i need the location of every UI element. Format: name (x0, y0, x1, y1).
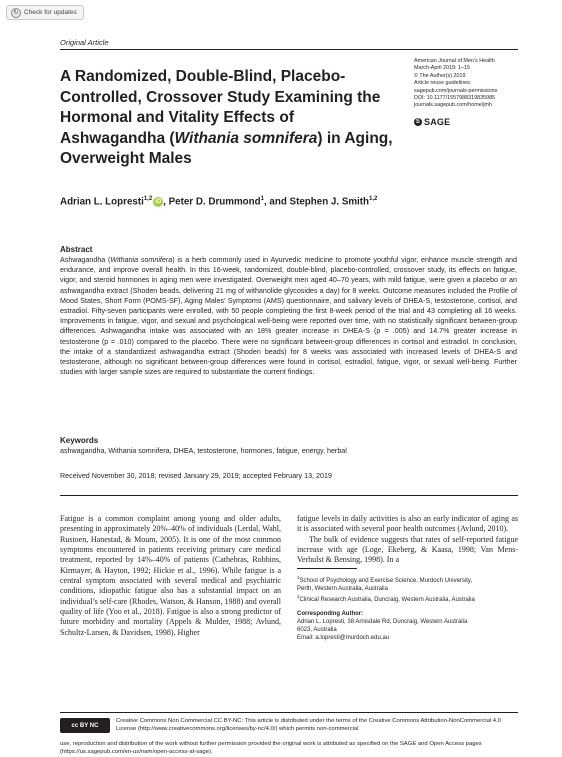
license-text-cont: use, reproduction and distribution of the work without further permission provided the original work is attributed as specified on the SAGE and Open Access pages (https://us.sagepub.com/en-us/nam/open-access-at-sage). (60, 741, 482, 755)
journal-info (414, 58, 529, 110)
header-rule (60, 49, 518, 50)
abstract-text (60, 255, 517, 377)
author-3-affiliation: 1,2 (369, 196, 378, 202)
check-for-updates-label: Check for updates (24, 9, 77, 16)
journal-info-line: March-April 2019: 1–15 (414, 65, 471, 72)
title-part2: ) in Aging, Overweight Males (60, 129, 393, 167)
article-title (60, 67, 400, 170)
author-3: , and Stephen J. Smith (263, 196, 370, 208)
abstract-heading: Abstract (60, 245, 93, 254)
article-type: Original Article (60, 38, 109, 47)
check-for-updates-badge[interactable] (6, 5, 84, 20)
abstract-italic: Withania somnifera (110, 256, 173, 264)
journal-info-line[interactable]: DOI: 10.1177/1557988319835985 (414, 95, 496, 102)
author-2: , Peter D. Drummond (163, 196, 261, 208)
body-column-left: Fatigue is a common complaint among young and older adults, presenting in approximately 20%–40% of individuals (Lerdal, Wahl, Rustoen, Hanestad, & Moum, 2005). It is one of the most common symptoms encountered in patients receiving primary care medical treatment, reported by 14%–40% of patients (Cathebras, Robbins, Kirmayer, & Hayton, 1992; Hickie et al., 1996). While fatigue is a central symptom associated with several medical and psychiatric conditions, idiopathic fatigue also has a substantial impact on an individual’s self-care (Rhodes, Watson, & Hanson, 1988) and overall quality of life (Yoo et al., 2018). Fatigue is also a strong predictor of future morbidity and mortality (Appels & Mulder, 1988; Avlund, Schultz-Larsen, & Davidsen, 1998). Higher (60, 514, 281, 637)
fn-marker: 1 (297, 575, 300, 580)
author-1: Adrian L. Lopresti (60, 196, 144, 208)
publisher-logo (414, 117, 450, 127)
sage-mark-icon: S (415, 119, 421, 125)
body-paragraph: The bulk of evidence suggests that rates of self-reported fatigue increase with age (Loge, Ekeberg, & Kaasa, 1998; Van Mens-Verhulst & Bensing, 1998). In a (297, 534, 518, 565)
affiliation-2: Clinical Research Australia, Duncraig, Western Australia, Australia (299, 597, 475, 603)
received-dates: Received November 30, 2018; revised January 29, 2019; accepted February 13, 2019 (60, 472, 332, 480)
footnote-rule (297, 568, 357, 569)
corresponding-author-heading: Corresponding Author: (297, 611, 364, 617)
journal-info-line: © The Author(s) 2019 (414, 72, 466, 79)
abstract-rest: ) is a herb commonly used in Ayurvedic medicine to promote youthful vigor, enhance muscle strength and endurance, and improve overall health. In this 16-week, randomized, double-blind, placebo-controlled, crossover study, its effects on fatigue, vigor, and steroid hormones in aging men were investigated. Overweight men aged 40–70 years, with mild fatigue, were given a placebo or an ashwagandha extract (Shoden beads, delivering 21 mg of withanolide glycosides a day) for 8 weeks. Outcome measures included the Profile of Mood States, Short Form (POMS-SF), Aging Males’ Symptoms (AMS) questionnaire, and salivary levels of DHEA-S, testosterone, cortisol, and estradiol. Fifty-seven participants were enrolled, with 50 people completing the first 8-week period of the trial and 43 completing all 16 weeks. Improvements in fatigue, vigor, and sexual and psychological well-being were reported over time, with no statistically significant between-group differences. Ashwagandha intake was associated with an 18% greater increase in DHEA-S (p = .005) and 14.7% greater increase in testosterone (p = .010) compared to the placebo. There were no significant between-group differences in cortisol and estradiol. In conclusion, the intake of a standardized ashwagandha extract (Shoden beads) for 8 weeks was associated with increased levels of DHEA-S and testosterone, although no significant between-group differences were found in cortisol, estradiol, fatigue, vigor, or sexual well-being. Further studies with larger sample sizes are required to substantiate the current findings. (60, 256, 517, 377)
corresponding-address: 6023, Australia (297, 627, 337, 633)
keywords-text: ashwagandha, Withania somnifera, DHEA, testosterone, hormones, fatigue, energy, herbal (60, 447, 347, 455)
update-check-icon: ↻ (11, 8, 21, 18)
keywords-heading: Keywords (60, 436, 99, 445)
abstract-start: Ashwagandha ( (60, 256, 111, 264)
author-2-affiliation: 1 (260, 196, 264, 202)
orcid-icon[interactable]: iD (155, 199, 162, 206)
fn-marker: 2 (297, 594, 300, 599)
journal-info-line: Article reuse guidelines: (414, 80, 472, 87)
body-paragraph: fatigue levels in daily activities is also an early indicator of aging as it is associated with several poor health outcomes (Avlund, 2010). (297, 514, 518, 534)
journal-info-line[interactable]: sagepub.com/journals-permissions (414, 87, 498, 94)
title-italic: Withania somnifera (174, 129, 318, 147)
cc-license-icon[interactable] (60, 718, 110, 733)
affiliation-1-cont: Perth, Western Australia, Australia (297, 586, 388, 592)
footnotes (297, 574, 522, 642)
corresponding-email[interactable]: Email: a.lopresti@murdoch.edu.au (297, 635, 390, 641)
journal-info-line: American Journal of Men’s Health (414, 58, 495, 64)
author-list (60, 196, 377, 207)
cc-license-logo-text: cc BY NC (71, 722, 99, 729)
body-column-right (297, 514, 518, 566)
journal-info-line[interactable]: journals.sagepub.com/home/jmh (414, 102, 492, 109)
publisher-name: SAGE (424, 117, 451, 127)
affiliation-1: School of Psychology and Exercise Science, Murdoch University, (299, 578, 473, 584)
author-1-affiliation: 1,2 (143, 196, 153, 202)
license-text: Creative Commons Non Commercial CC BY-NC: This article is distributed under the terms of the Creative Commons Attribution-NonCommercial 4.0 License (http://www.creativecommons.org/licenses/by-nc/4.0/) which permits non-commercial (116, 718, 501, 732)
section-rule (60, 495, 518, 496)
corresponding-address: Adrian L. Lopresti, 38 Arnisdale Rd, Duncraig, Western Australia (297, 619, 468, 625)
license-rule (60, 712, 518, 713)
title-part1: A Randomized, Double-Blind, Placebo-Controlled, Crossover Study Examining the Hormonal and Vitality Effects of Ashwagandha ( (60, 68, 381, 147)
